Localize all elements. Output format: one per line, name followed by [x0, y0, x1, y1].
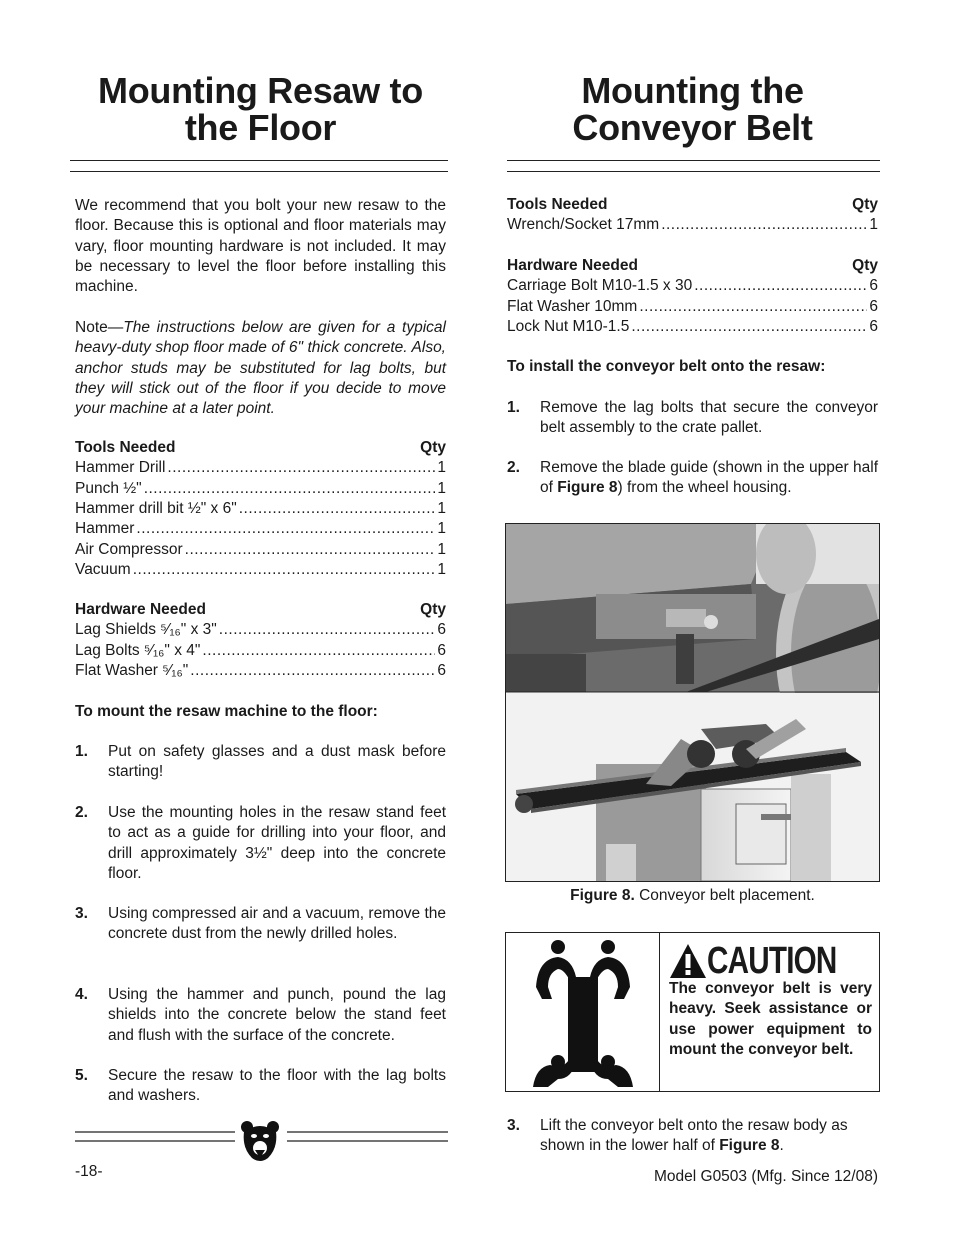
tool-row — [507, 215, 878, 235]
tool-row — [75, 499, 446, 519]
lower-photo-conveyor — [506, 693, 879, 881]
figure-label: Figure 8. — [570, 887, 635, 904]
step-number: 1. — [507, 399, 520, 416]
hardware-label: Lag Bolts ⁵⁄₁₆" x 4" — [75, 641, 201, 659]
tool-label: Punch ½" — [75, 479, 142, 497]
tool-qty: 1 — [869, 216, 878, 234]
hardware-header-label: Hardware Needed — [507, 257, 638, 274]
two-person-lift-icon — [528, 937, 638, 1087]
figure-8-photo — [505, 523, 880, 882]
step-text: Remove the lag bolts that secure the conveyor belt assembly to the crate pallet. — [540, 399, 878, 437]
figure-reference: Figure 8 — [557, 479, 618, 497]
hardware-row — [507, 276, 878, 296]
hardware-row — [75, 661, 446, 681]
page-number: -18- — [75, 1163, 103, 1180]
right-hardware-header — [507, 256, 878, 276]
step-text-part: Lift the conveyor belt onto the resaw body as shown in the lower half of — [540, 1117, 848, 1155]
hardware-row — [75, 641, 446, 661]
hardware-qty: 6 — [869, 277, 878, 295]
step-text: Using compressed air and a vacuum, remove the concrete dust from the newly drilled holes. — [108, 905, 446, 943]
step-number: 5. — [75, 1067, 88, 1084]
tool-label: Hammer — [75, 520, 135, 538]
step-number: 3. — [75, 905, 88, 922]
note-paragraph — [75, 318, 446, 419]
caution-word: CAUTION — [707, 939, 837, 982]
bear-logo-icon — [240, 1118, 280, 1164]
right-title-line1: Mounting the — [581, 70, 804, 111]
qty-header-label: Qty — [852, 257, 878, 274]
hardware-qty: 6 — [869, 297, 878, 315]
right-title-line2: Conveyor Belt — [572, 107, 813, 148]
figure-reference: Figure 8 — [719, 1137, 780, 1155]
right-procedure-heading: To install the conveyor belt onto the resaw: — [507, 358, 826, 375]
qty-header-label: Qty — [420, 439, 446, 456]
caution-header — [669, 941, 873, 981]
left-title — [75, 72, 446, 146]
figure-caption-text: Conveyor belt placement. — [634, 887, 815, 904]
hardware-label: Carriage Bolt M10-1.5 x 30 — [507, 277, 693, 295]
step-number: 1. — [75, 743, 88, 760]
right-step — [507, 458, 878, 499]
tool-row — [75, 479, 446, 499]
qty-header-label: Qty — [420, 601, 446, 618]
left-step — [75, 742, 446, 783]
left-column — [75, 0, 446, 1235]
tool-row — [75, 519, 446, 539]
left-step — [75, 904, 446, 945]
hardware-label: Flat Washer ⁵⁄₁₆" — [75, 661, 189, 679]
left-step — [75, 985, 446, 1046]
left-step — [75, 803, 446, 884]
left-title-rule — [70, 160, 448, 172]
hardware-qty: 6 — [869, 317, 878, 335]
tool-qty: 1 — [437, 560, 446, 578]
hardware-row — [75, 620, 446, 640]
step-text-part: ) from the wheel housing. — [617, 479, 792, 497]
step-text-part: Remove the blade guide (shown in the upper half of — [540, 459, 878, 497]
figure-8-illustration — [506, 524, 879, 881]
step-text — [540, 1116, 880, 1157]
step-text: Use the mounting holes in the resaw stand feet to act as a guide for drilling into your floor, and drill approximately 3½" deep into the concrete floor. — [108, 804, 446, 882]
tool-qty: 1 — [437, 540, 446, 558]
tool-qty: 1 — [437, 459, 446, 477]
step-number: 2. — [507, 459, 520, 476]
tool-row — [75, 540, 446, 560]
step-number: 2. — [75, 804, 88, 821]
tool-label: Hammer Drill — [75, 459, 166, 477]
left-title-line1: Mounting Resaw to — [98, 70, 423, 111]
tool-label: Wrench/Socket 17mm — [507, 216, 660, 234]
model-label: Model G0503 (Mfg. Since 12/08) — [653, 1168, 878, 1185]
tool-qty: 1 — [437, 520, 446, 538]
caution-message: The conveyor belt is very heavy. Seek assistance or use power equipment to mount the conveyor belt. — [669, 980, 872, 1058]
left-step — [75, 1066, 446, 1107]
tool-qty: 1 — [437, 499, 446, 517]
tool-qty: 1 — [437, 479, 446, 497]
hardware-row — [507, 297, 878, 317]
step-number: 4. — [75, 986, 88, 1003]
caution-divider — [659, 933, 660, 1091]
step-text-part: . — [779, 1137, 784, 1155]
left-tools-header — [75, 438, 446, 458]
step-text — [540, 458, 878, 499]
tools-header-label: Tools Needed — [507, 196, 608, 213]
step-text: Put on safety glasses and a dust mask before starting! — [108, 743, 446, 781]
tools-header-label: Tools Needed — [75, 439, 176, 456]
right-tools-header — [507, 195, 878, 215]
right-title — [507, 72, 878, 146]
caution-box — [505, 932, 880, 1092]
tool-row — [75, 458, 446, 478]
tool-row — [75, 560, 446, 580]
note-prefix: Note— — [75, 319, 124, 336]
qty-header-label: Qty — [852, 196, 878, 213]
hardware-header-label: Hardware Needed — [75, 601, 206, 618]
warning-triangle-icon — [669, 943, 707, 979]
right-step — [507, 398, 878, 439]
left-procedure-heading: To mount the resaw machine to the floor: — [75, 703, 378, 720]
step-text: Using the hammer and punch, pound the lag shields into the concrete below the stand feet and flush with the surface of the concrete. — [108, 986, 446, 1044]
step-number: 3. — [507, 1117, 520, 1134]
tool-label: Air Compressor — [75, 540, 183, 558]
figure-8-caption — [505, 887, 880, 905]
left-title-line2: the Floor — [184, 107, 337, 148]
right-step — [507, 1116, 880, 1157]
note-text: The instructions below are given for a typical heavy-duty shop floor made of 6" thick concrete. Also, anchor studs may be substituted for lag bolts, but they will stick out of the floor if you decide to move your machine at a later point. — [75, 319, 446, 418]
left-hardware-header — [75, 600, 446, 620]
tool-label: Hammer drill bit ½" x 6" — [75, 499, 237, 517]
hardware-row — [507, 317, 878, 337]
tool-label: Vacuum — [75, 560, 131, 578]
right-title-rule — [507, 160, 880, 172]
intro-paragraph: We recommend that you bolt your new resaw to the floor. Because this is optional and floor materials may vary, floor mounting hardware is not included. It may be necessary to level the floor before installing this machine. — [75, 197, 446, 296]
hardware-qty: 6 — [437, 621, 446, 639]
hardware-label: Flat Washer 10mm — [507, 297, 638, 315]
hardware-label: Lock Nut M10-1.5 — [507, 317, 630, 335]
hardware-label: Lag Shields ⁵⁄₁₆" x 3" — [75, 621, 217, 639]
step-text: Secure the resaw to the floor with the lag bolts and washers. — [108, 1067, 446, 1105]
hardware-qty: 6 — [437, 661, 446, 679]
hardware-qty: 6 — [437, 641, 446, 659]
